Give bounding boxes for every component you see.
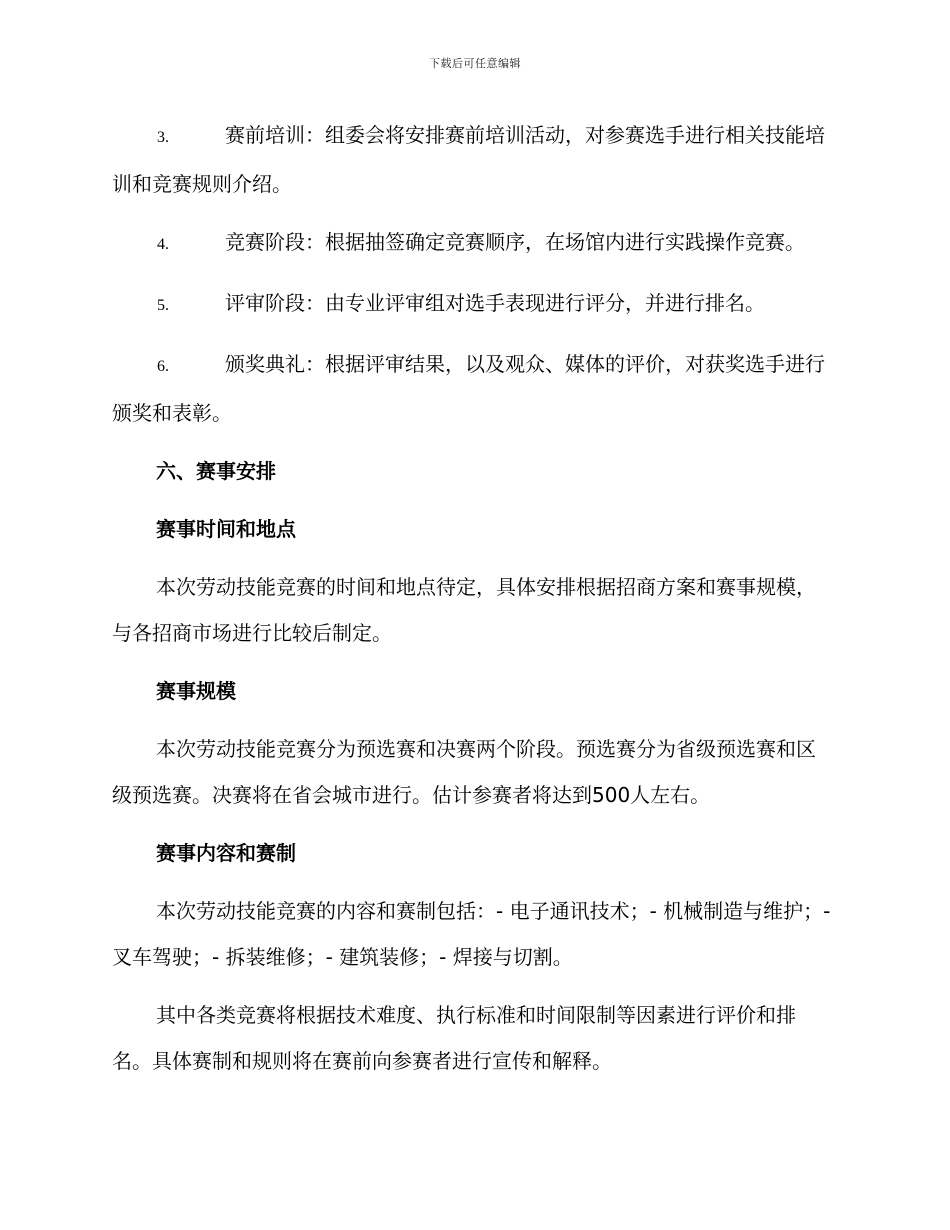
item-text: 颁奖典礼：根据评审结果，以及观众、媒体的评价，对获奖选手进行颁奖和表彰。 xyxy=(112,352,825,425)
item-text: 评审阶段：由专业评审组对选手表现进行评分，并进行排名。 xyxy=(225,291,765,315)
numbered-item xyxy=(112,341,832,436)
item-number: 3. xyxy=(157,129,169,146)
item-number: 4. xyxy=(157,236,169,253)
paragraph: 本次劳动技能竞赛的内容和赛制包括：- 电子通讯技术；- 机械制造与维护；- 叉车驾驶；- 拆装维修；- 建筑装修；- 焊接与切割。 xyxy=(112,899,831,969)
item-number: 5. xyxy=(157,297,169,314)
section-heading: 六、赛事安排 xyxy=(156,459,276,483)
subsection-heading: 赛事规模 xyxy=(156,679,236,703)
numbered-item xyxy=(112,280,832,329)
numbered-item xyxy=(112,112,832,207)
item-text: 赛前培训：组委会将安排赛前培训活动，对参赛选手进行相关技能培训和竞赛规则介绍。 xyxy=(112,123,825,196)
page-header-note: 下载后可任意编辑 xyxy=(429,57,521,70)
paragraph: 本次劳动技能竞赛分为预选赛和决赛两个阶段。预选赛分为省级预选赛和区级预选赛。决赛将在省会城市进行。估计参赛者将达到500人左右。 xyxy=(112,737,816,807)
paragraph: 本次劳动技能竞赛的时间和地点待定，具体安排根据招商方案和赛事规模，与各招商市场进行比较后制定。 xyxy=(112,575,816,645)
subsection-heading: 赛事时间和地点 xyxy=(156,517,296,541)
subsection-heading: 赛事内容和赛制 xyxy=(156,841,296,865)
numbered-item xyxy=(112,219,832,268)
item-number: 6. xyxy=(157,358,169,375)
document-body xyxy=(112,112,832,1096)
item-text: 竞赛阶段：根据抽签确定竞赛顺序，在场馆内进行实践操作竞赛。 xyxy=(225,230,805,254)
paragraph: 其中各类竞赛将根据技术难度、执行标准和时间限制等因素进行评价和排名。具体赛制和规则将在赛前向参赛者进行宣传和解释。 xyxy=(112,1003,796,1073)
